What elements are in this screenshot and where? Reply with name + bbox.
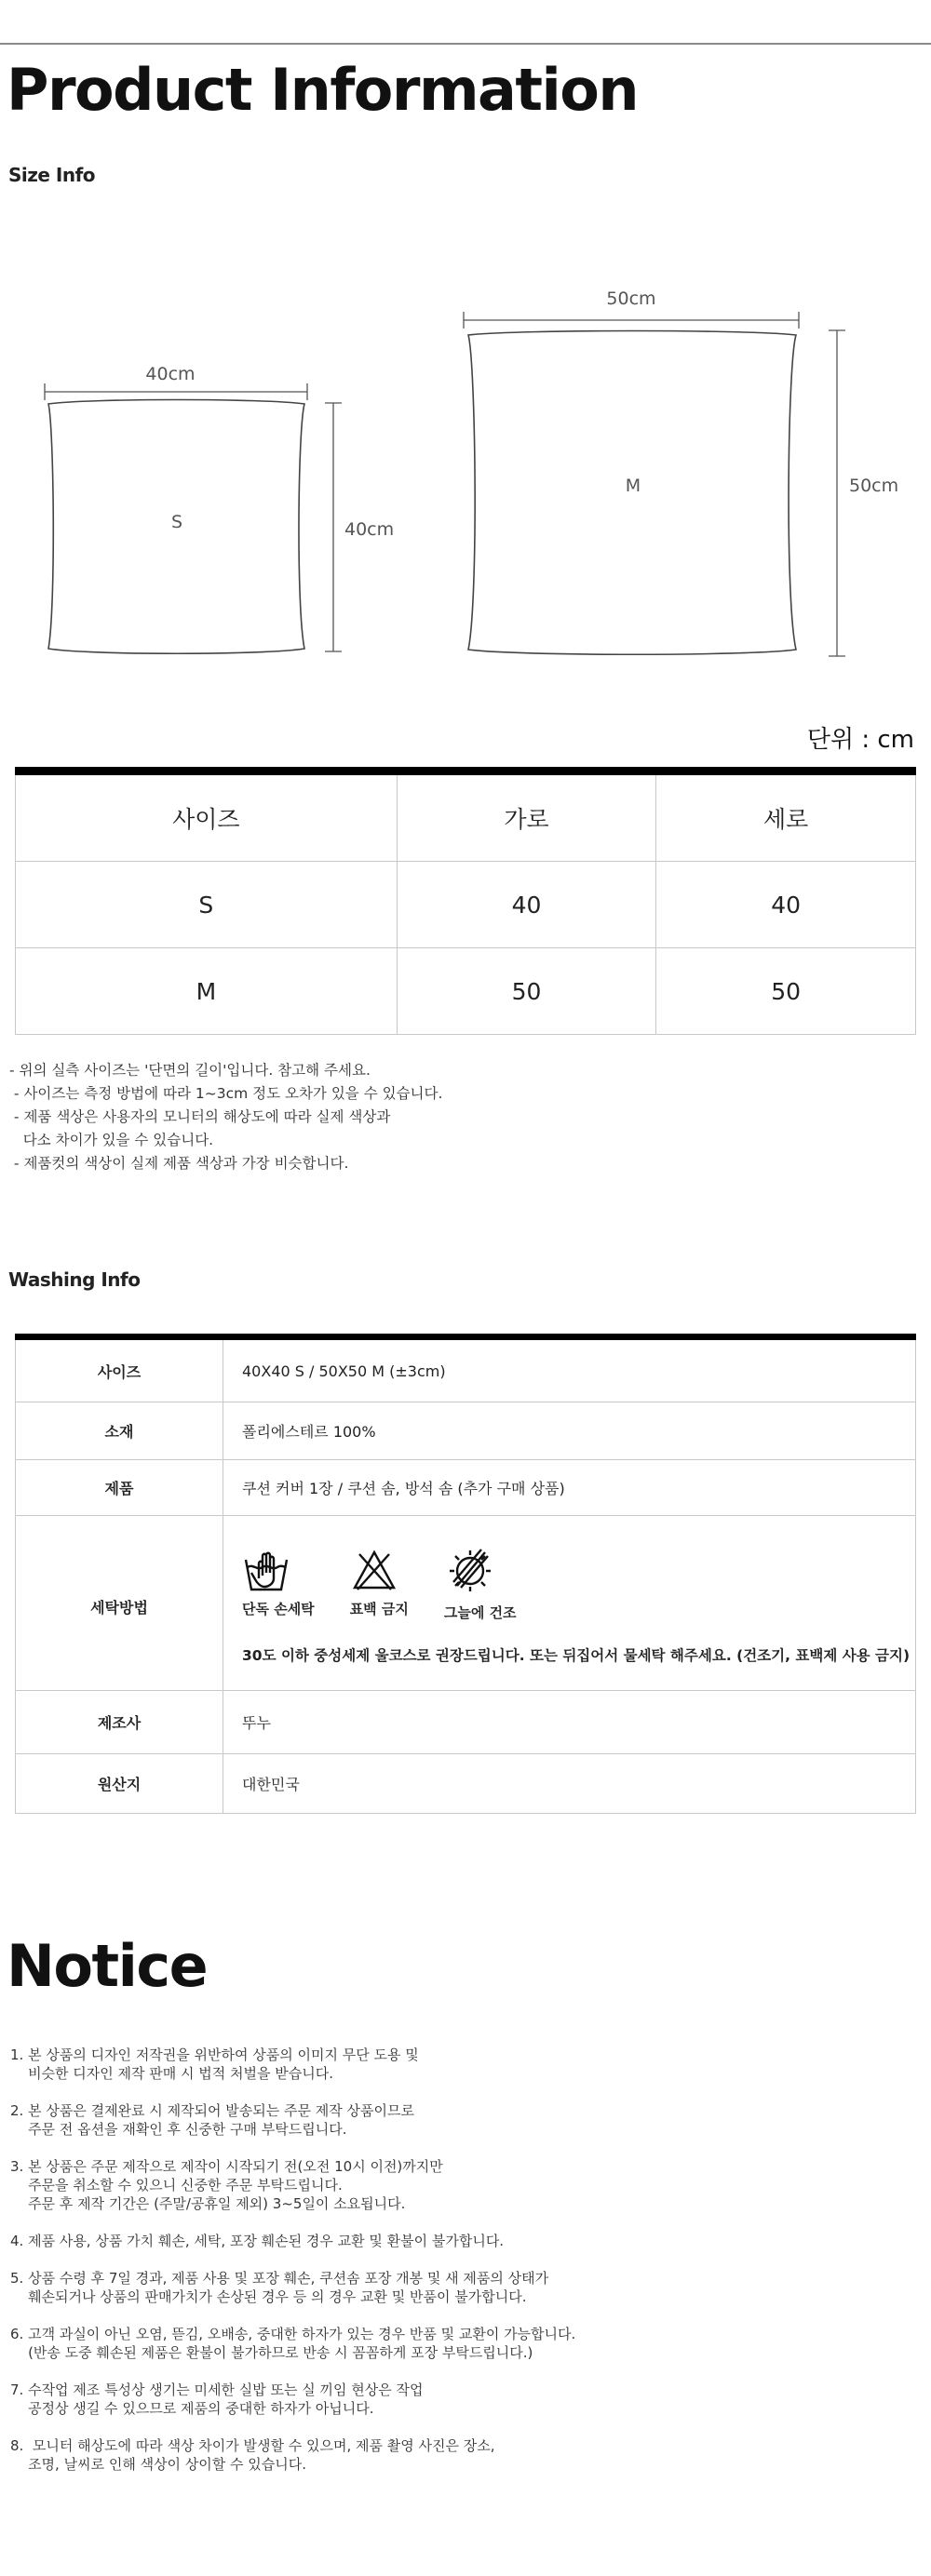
size-cell: S: [16, 862, 398, 948]
notice-item: 7. 수작업 제조 특성상 생기는 미세한 실밥 또는 실 끼임 현상은 작업 공정상 생길 수 있으므로 제품의 중대한 하자가 아닙니다.: [10, 2381, 424, 2417]
height-cell: 40: [656, 862, 916, 948]
small-height-label: 40cm: [344, 519, 395, 540]
care-label: 표백 금지: [349, 1601, 409, 1617]
row-value: 40X40 S / 50X50 M (±3cm): [223, 1337, 916, 1402]
hand-wash-icon: [242, 1545, 290, 1593]
small-size-name: S: [170, 512, 183, 532]
washing-method-cell: [223, 1516, 916, 1691]
notice-item: 2. 본 상품은 결제완료 시 제작되어 발송되는 주문 제작 상품이므로 주문 전 옵션을 재확인 후 신중한 구매 부탁드립니다.: [10, 2102, 414, 2138]
medium-width-dimension: [464, 312, 799, 329]
care-label: 단독 손세탁: [242, 1601, 315, 1617]
page-title: Product Information: [7, 56, 639, 124]
size-note: - 제품 색상은 사용자의 모니터의 해상도에 따라 실제 색상과: [9, 1108, 391, 1125]
row-label: 사이즈: [16, 1337, 223, 1402]
size-table: [15, 767, 916, 1035]
row-label: 제품: [16, 1460, 223, 1516]
row-value: 폴리에스테르 100%: [223, 1402, 916, 1460]
notice-item: 1. 본 상품의 디자인 저작권을 위반하여 상품의 이미지 무단 도용 및 비슷한 디자인 제작 판매 시 법적 처벌을 받습니다.: [10, 2046, 419, 2082]
row-value: 뚜누: [223, 1691, 916, 1754]
shade-dry-icon: [444, 1545, 496, 1597]
medium-height-dimension: [829, 330, 845, 656]
size-note: 다소 차이가 있을 수 있습니다.: [9, 1132, 214, 1148]
table-row: [16, 1754, 916, 1814]
size-table-header-cell: 사이즈: [16, 771, 398, 862]
medium-height-label: 50cm: [849, 476, 899, 496]
size-table-header: [16, 771, 916, 862]
no-bleach-icon: [350, 1545, 398, 1593]
row-value: 대한민국: [223, 1754, 916, 1814]
care-item: [444, 1545, 517, 1622]
size-note: - 제품컷의 색상이 실제 제품 색상과 가장 비슷합니다.: [9, 1155, 349, 1172]
table-row: [16, 862, 916, 948]
table-row: [16, 948, 916, 1035]
row-value: 쿠션 커버 1장 / 쿠션 솜, 방석 솜 (추가 구매 상품): [223, 1460, 916, 1516]
notice-item: 6. 고객 과실이 아닌 오염, 뜯김, 오배송, 중대한 하자가 있는 경우 반품 및 교환이 가능합니다. (반송 도중 훼손된 제품은 환불이 불가하므로 반송 시 꼼꼼하게 포장 부탁드립니다.): [10, 2326, 576, 2361]
unit-label: 단위 : cm: [806, 726, 914, 754]
size-cell: M: [16, 948, 398, 1035]
washing-table: [15, 1334, 916, 1814]
notice-list: [10, 2046, 923, 2492]
small-width-dimension: [45, 383, 307, 400]
width-cell: 50: [397, 948, 656, 1035]
table-row: [16, 1337, 916, 1402]
notice-item: 4. 제품 사용, 상품 가치 훼손, 세탁, 포장 훼손된 경우 교환 및 환불이 불가합니다.: [10, 2233, 505, 2249]
small-width-label: 40cm: [145, 364, 196, 384]
size-note: - 사이즈는 측정 방법에 따라 1~3cm 정도 오차가 있을 수 있습니다.: [9, 1085, 443, 1102]
row-label: 소재: [16, 1402, 223, 1460]
care-item: [242, 1545, 315, 1622]
table-row: [16, 1402, 916, 1460]
size-notes: [9, 1059, 922, 1175]
notice-item: 8. 모니터 해상도에 따라 색상 차이가 발생할 수 있으며, 제품 촬영 사진은 장소, 조명, 날씨로 인해 색상이 상이할 수 있습니다.: [10, 2437, 495, 2473]
height-cell: 50: [656, 948, 916, 1035]
row-label: 세탁방법: [16, 1516, 223, 1691]
medium-width-label: 50cm: [606, 288, 656, 309]
small-height-dimension: [325, 403, 342, 651]
size-info-heading: Size Info: [8, 164, 96, 186]
care-item: [350, 1545, 409, 1622]
table-row: [16, 1460, 916, 1516]
washing-info-heading: Washing Info: [8, 1268, 141, 1291]
table-row: [16, 1691, 916, 1754]
notice-title: Notice: [7, 1932, 208, 2000]
top-divider: [0, 43, 931, 45]
table-row: [16, 1516, 916, 1691]
washing-note: 30도 이하 중성세제 울코스로 권장드립니다. 또는 뒤집어서 물세탁 해주세요. (건조기, 표백제 사용 금지): [242, 1647, 911, 1664]
medium-size-name: M: [625, 476, 641, 496]
care-label: 그늘에 건조: [443, 1604, 517, 1621]
row-label: 제조사: [16, 1691, 223, 1754]
notice-item: 3. 본 상품은 주문 제작으로 제작이 시작되기 전(오전 10시 이전)까지만 주문을 취소할 수 있으니 신중한 주문 부탁드립니다. 주문 후 제작 기간은 (주말/공휴일 제외) 3~5일이 소요됩니다.: [10, 2158, 443, 2212]
notice-item: 5. 상품 수령 후 7일 경과, 제품 사용 및 포장 훼손, 쿠션솜 포장 개봉 및 새 제품의 상태가 훼손되거나 상품의 판매가치가 손상된 경우 등 의 경우 교환 및 반품이 불가합니다.: [10, 2270, 549, 2305]
care-icons: [242, 1545, 914, 1622]
row-label: 원산지: [16, 1754, 223, 1814]
size-table-header-cell: 가로: [397, 771, 656, 862]
size-note: - 위의 실측 사이즈는 '단면의 길이'입니다. 참고해 주세요.: [9, 1062, 371, 1079]
size-diagram: [0, 265, 931, 675]
size-table-header-cell: 세로: [656, 771, 916, 862]
width-cell: 40: [397, 862, 656, 948]
